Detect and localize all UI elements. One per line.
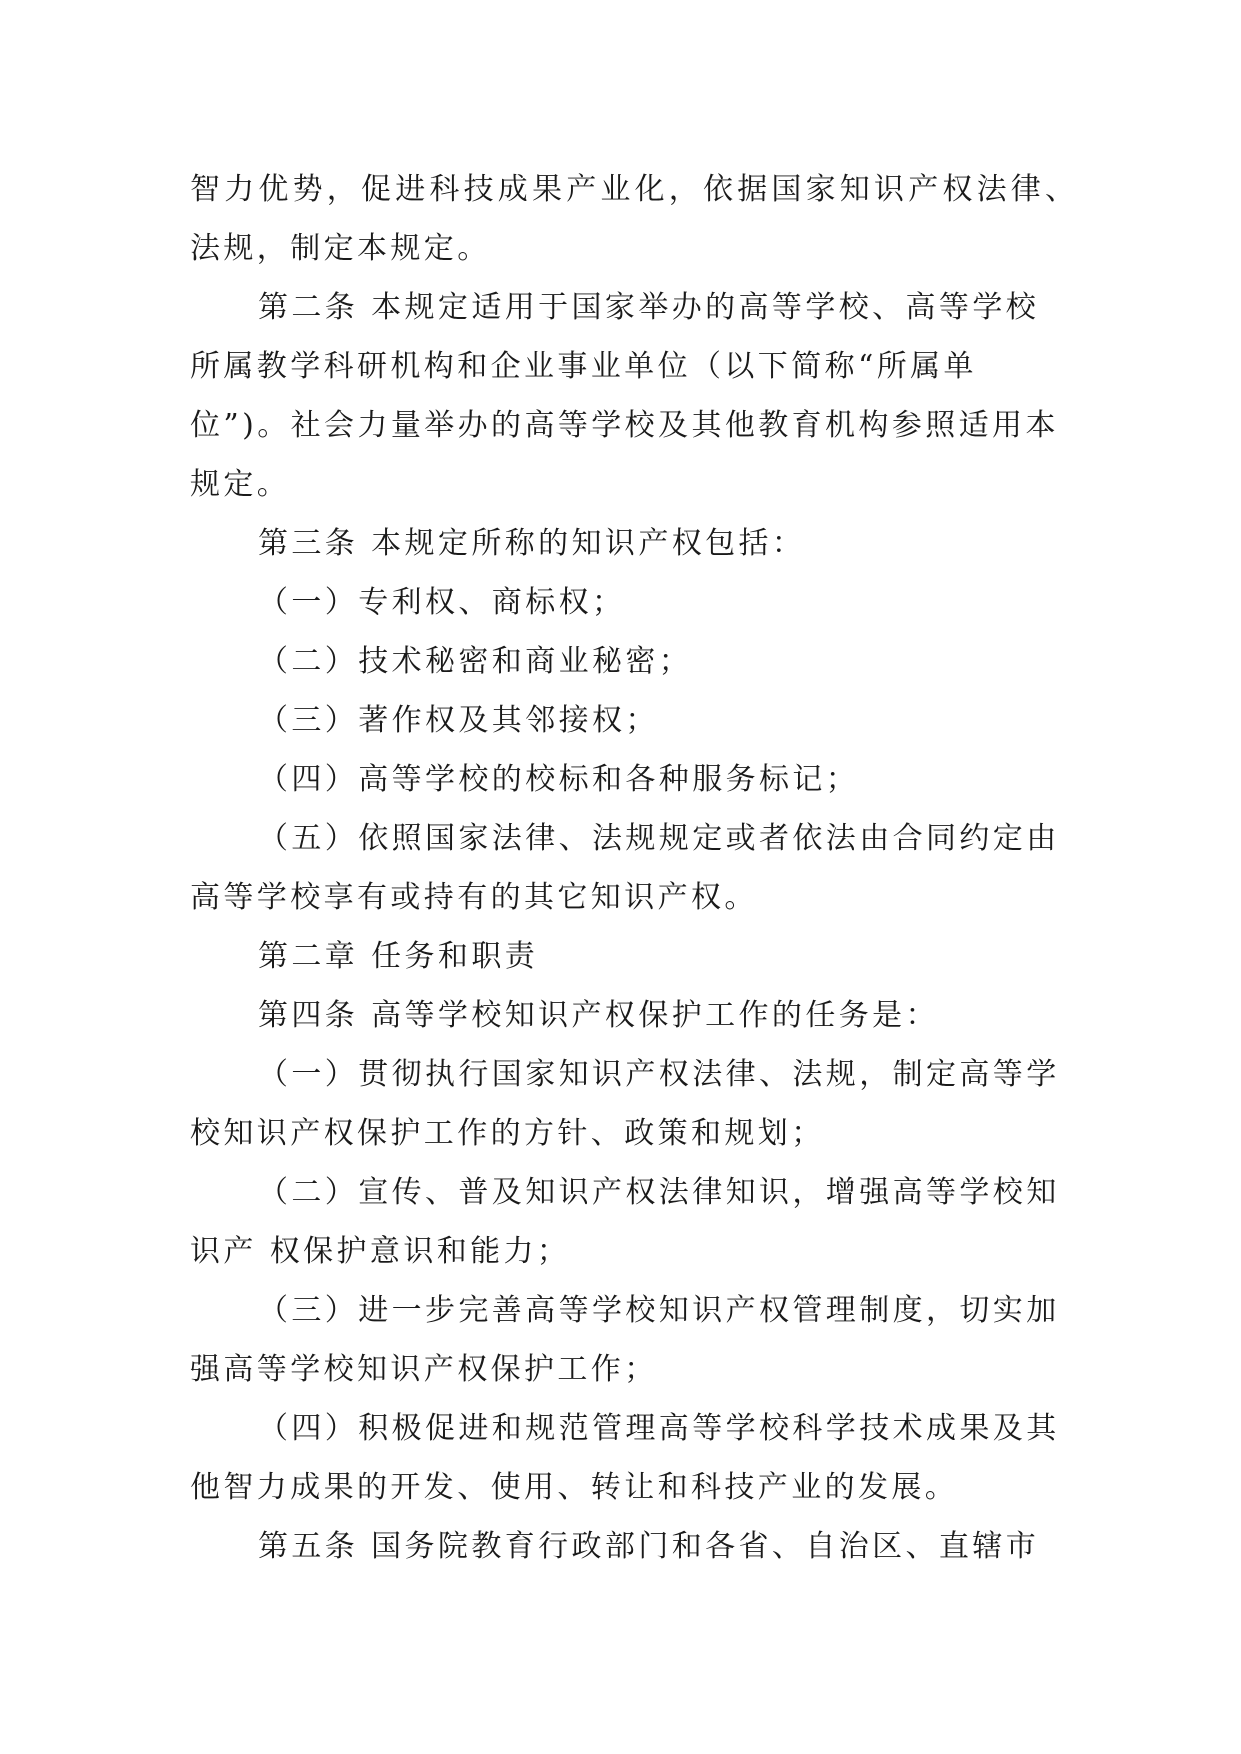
paragraph-line: 法规，制定本规定。 <box>190 231 491 266</box>
list-item-line: （三）著作权及其邻接权； <box>258 703 659 738</box>
paragraph-line: 智力优势，促进科技成果产业化，依据国家知识产权法律、 <box>190 172 1080 207</box>
list-item-line: （一）专利权、商标权； <box>258 585 626 620</box>
list-item-line: （三）进一步完善高等学校知识产权管理制度，切实加 <box>258 1293 1060 1328</box>
list-item-line: （四）高等学校的校标和各种服务标记； <box>258 762 860 797</box>
paragraph-line: 位”)。社会力量举办的高等学校及其他教育机构参照适用本 <box>190 408 1059 443</box>
paragraph-line: 规定。 <box>190 467 291 502</box>
paragraph-line: 识产 权保护意识和能力； <box>190 1234 571 1269</box>
paragraph-line: 强高等学校知识产权保护工作； <box>190 1352 658 1387</box>
article-5-heading-line: 第五条 国务院教育行政部门和各省、自治区、直辖市 <box>258 1529 1040 1564</box>
article-4-heading-line: 第四条 高等学校知识产权保护工作的任务是： <box>258 998 939 1033</box>
paragraph-line: 校知识产权保护工作的方针、政策和规划； <box>190 1116 825 1151</box>
paragraph-line: 所属教学科研机构和企业事业单位（以下简称“所属单 <box>190 349 977 384</box>
chapter-2-heading: 第二章 任务和职责 <box>258 939 539 974</box>
list-item-line: （二）宣传、普及知识产权法律知识，增强高等学校知 <box>258 1175 1060 1210</box>
list-item-line: （四）积极促进和规范管理高等学校科学技术成果及其 <box>258 1411 1060 1446</box>
paragraph-line: 他智力成果的开发、使用、转让和科技产业的发展。 <box>190 1470 959 1505</box>
paragraph-line: 高等学校享有或持有的其它知识产权。 <box>190 880 758 915</box>
article-3-heading-line: 第三条 本规定所称的知识产权包括： <box>258 526 806 561</box>
list-item-line: （一）贯彻执行国家知识产权法律、法规，制定高等学 <box>258 1057 1060 1092</box>
article-2-heading-line: 第二条 本规定适用于国家举办的高等学校、高等学校 <box>258 290 1040 325</box>
document-body <box>190 160 1080 1576</box>
list-item-line: （五）依照国家法律、法规规定或者依法由合同约定由 <box>258 821 1060 856</box>
list-item-line: （二）技术秘密和商业秘密； <box>258 644 693 679</box>
